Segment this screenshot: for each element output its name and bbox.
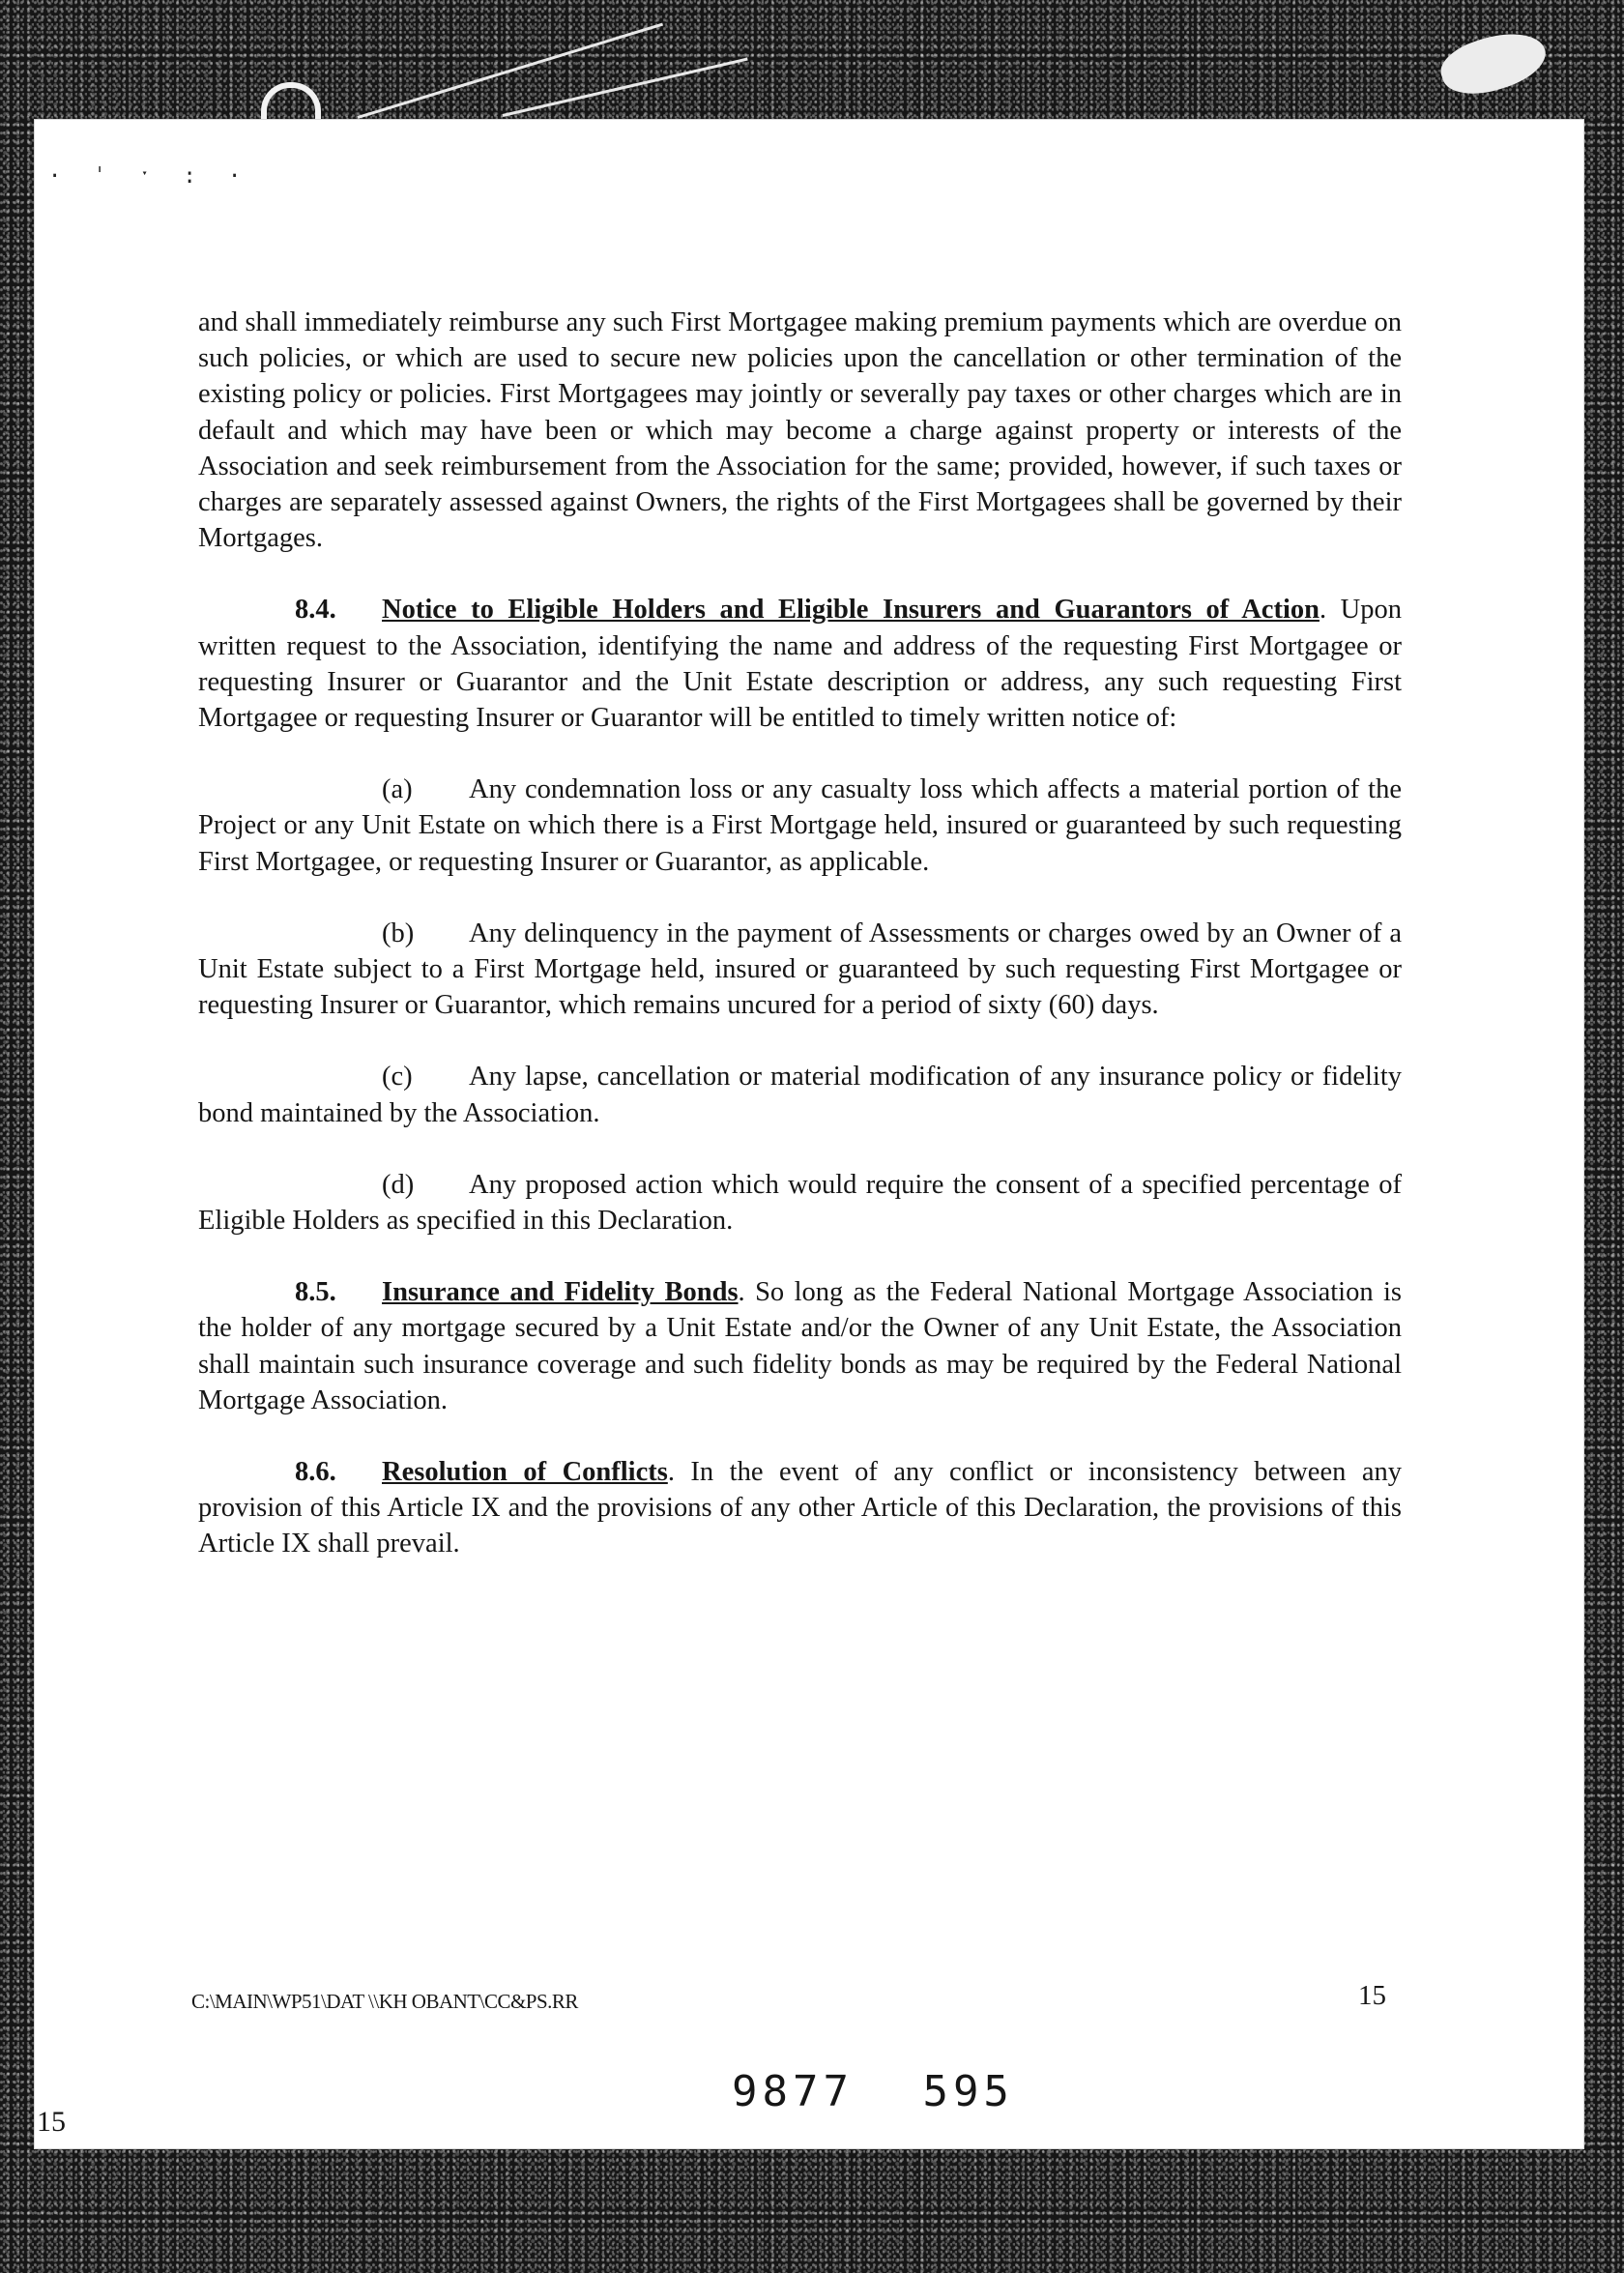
item-letter: (d): [382, 1169, 415, 1200]
page-number: 15: [1358, 1980, 1386, 2011]
file-path: C:\MAIN\WP51\DAT \\KH OBANT\CC&PS.RR: [191, 1990, 578, 2013]
section-title: Insurance and Fidelity Bonds: [382, 1277, 739, 1308]
section-body: . Upon written request to the Association, identifying the name and address of the requesting First Mortgagee or requesting Insurer or Guarantor and the Unit Estate description or address, any such requesting First Mortgagee or requesting Insurer or Guarantor will be entitled to timely written notice of:: [198, 595, 1402, 734]
item-text: Any delinquency in the payment of Assessments or charges owed by an Owner of a Unit Estate subject to a First Mortgage held, insured or guaranteed by such requesting First Mortgagee or requesting Insurer or Guarantor, which remains uncured for a period of sixty (60) days.: [198, 918, 1402, 1021]
item-text: Any proposed action which would require the consent of a specified percentage of Eligible Holders as specified in this Declaration.: [198, 1169, 1402, 1237]
section-body: . So long as the Federal National Mortgage Association is the holder of any mortgage secured by a Unit Estate and/or the Owner of any Unit Estate, the Association shall maintain such insurance coverage and such fidelity bonds as may be required by the Federal National Mortgage Association.: [198, 1277, 1402, 1415]
recording-stamp-number: 9877 595: [732, 2067, 1014, 2116]
item-text: Any condemnation loss or any casualty loss which affects a material portion of the Project or any Unit Estate on which there is a First Mortgage held, insured or guaranteed by such requesting First Mortgagee, or requesting Insurer or Guarantor, as applicable.: [198, 774, 1402, 877]
section-number: 8.6.: [295, 1457, 336, 1488]
list-item: [198, 772, 1402, 880]
list-item: [198, 1167, 1402, 1238]
document-body: [198, 305, 1402, 1598]
margin-mark: 15: [37, 2106, 66, 2138]
section-8-4: [198, 592, 1402, 736]
item-text: Any lapse, cancellation or material modification of any insurance policy or fidelity bond maintained by the Association.: [198, 1062, 1402, 1128]
section-number: 8.5.: [295, 1277, 336, 1308]
section-title: Notice to Eligible Holders and Eligible Insurers and Guarantors of Action: [382, 595, 1320, 626]
section-number: 8.4.: [295, 595, 336, 626]
list-item: [198, 916, 1402, 1024]
item-letter: (a): [382, 774, 413, 805]
list-item: [198, 1059, 1402, 1130]
scan-specks: · ˈ ˑ : ·: [48, 164, 251, 189]
section-8-6: [198, 1454, 1402, 1562]
section-8-5: [198, 1274, 1402, 1418]
section-title: Resolution of Conflicts: [382, 1457, 668, 1488]
item-letter: (c): [382, 1062, 413, 1093]
section-body: . In the event of any conflict or inconsistency between any provision of this Article IX and the provisions of any other Article of this Declaration, the provisions of this Article IX shall prevail.: [198, 1457, 1402, 1559]
item-letter: (b): [382, 918, 415, 948]
continuation-paragraph: and shall immediately reimburse any such First Mortgagee making premium payments which are overdue on such policies, or which are used to secure new policies upon the cancellation or other termination of the existing policy or policies. First Mortgagees may jointly or severally pay taxes or other charges which are in default and which may have been or which may become a charge against property or interests of the Association and seek reimbursement from the Association for the same; provided, however, if such taxes or charges are separately assessed against Owners, the rights of the First Mortgagees shall be governed by their Mortgages.: [198, 307, 1402, 554]
